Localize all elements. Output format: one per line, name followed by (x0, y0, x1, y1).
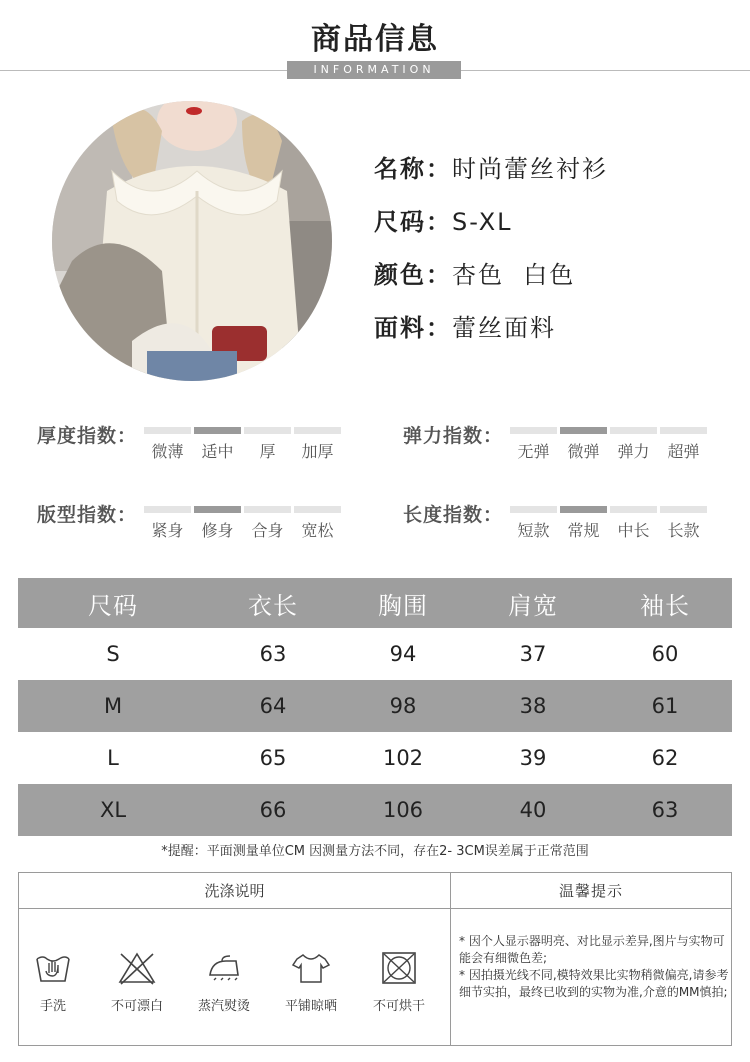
index-option-label: 加厚 (301, 442, 334, 461)
index-option (510, 427, 557, 462)
steam-iron-icon (204, 951, 244, 985)
index-option-label: 厚 (259, 442, 276, 461)
table-header-cell: 胸围 (338, 578, 468, 628)
info-name-row (374, 150, 608, 203)
index-bar (510, 506, 557, 513)
index-bar (560, 427, 607, 434)
care-item-no-bleach (97, 951, 177, 1014)
table-cell: 37 (519, 642, 547, 666)
index-option-label: 合身 (251, 521, 284, 540)
index-bar (560, 506, 607, 513)
index-bar (244, 506, 291, 513)
table-cell: 38 (468, 680, 598, 732)
index-option-label: 中长 (617, 521, 650, 540)
index-option (560, 506, 607, 541)
index-option-label: 常规 (567, 521, 600, 540)
index-bar (294, 427, 341, 434)
index-bar (194, 427, 241, 434)
index-option-label: 适中 (201, 442, 234, 461)
measurement-note: *提醒：平面测量单位CM 因测量方法不同，存在2- 3CM误差属于正常范围 (161, 844, 589, 859)
index-bar (660, 506, 707, 513)
index-bar (610, 427, 657, 434)
info-color-row (374, 256, 608, 309)
table-cell: 40 (468, 784, 598, 836)
care-item-flat-dry (271, 951, 351, 1014)
table-cell: 64 (208, 680, 338, 732)
index-option (244, 427, 291, 462)
info-size-row (374, 203, 608, 256)
care-item-steam-iron (184, 951, 264, 1014)
index-option-label: 弹力 (617, 442, 650, 461)
index-label: 弹力指数： (403, 425, 504, 447)
index-bar (294, 506, 341, 513)
hand-wash-icon (33, 951, 73, 985)
index-option (560, 427, 607, 462)
index-option-label: 无弹 (517, 442, 550, 461)
index-option-label: 紧身 (151, 521, 184, 540)
tips-heading: 温馨提示 (451, 873, 731, 909)
table-cell: 102 (382, 746, 424, 770)
table-cell: M (18, 680, 208, 732)
table-cell: 62 (651, 746, 679, 770)
care-panel (18, 872, 732, 1046)
table-header-cell: 袖长 (598, 578, 732, 628)
tips-list (459, 933, 729, 1001)
index-option-label: 微薄 (151, 442, 184, 461)
info-label: 面料： (374, 314, 452, 342)
care-item-hand-wash (13, 951, 93, 1014)
index-option (610, 506, 657, 541)
index-option (244, 506, 291, 541)
care-divider (450, 909, 451, 1045)
info-label: 颜色： (374, 261, 452, 289)
care-label: 手洗 (39, 999, 66, 1014)
wash-instructions-heading: 洗涤说明 (19, 873, 451, 909)
table-header-cell: 肩宽 (468, 578, 598, 628)
table-row (18, 784, 732, 836)
flat-dry-icon (291, 951, 331, 985)
info-value: 时尚蕾丝衬衫 (452, 155, 608, 183)
table-row (18, 628, 732, 680)
section-title: 商品信息 (311, 22, 439, 57)
index-option (660, 506, 707, 541)
product-photo (52, 101, 332, 381)
no-bleach-icon (117, 951, 157, 985)
index-label: 版型指数： (37, 504, 138, 526)
info-fabric-row (374, 309, 608, 362)
table-cell: S (106, 642, 120, 666)
table-cell: L (107, 746, 119, 770)
index-option-label: 短款 (517, 521, 550, 540)
product-info (374, 150, 608, 362)
table-cell: XL (18, 784, 208, 836)
index-option (660, 427, 707, 462)
table-cell: 61 (598, 680, 732, 732)
table-cell: 63 (259, 642, 287, 666)
table-row (18, 732, 732, 784)
index-option (294, 427, 341, 462)
no-tumble-dry-icon (379, 951, 419, 985)
table-header-cell: 尺码 (18, 578, 208, 628)
table-header-row (18, 578, 732, 628)
index-bar (510, 427, 557, 434)
info-value: 杏色 白色 (452, 261, 576, 289)
info-value: 蕾丝面料 (452, 314, 556, 342)
index-option-label: 微弹 (567, 442, 600, 461)
index-bar (244, 427, 291, 434)
index-bar (144, 506, 191, 513)
index-option (144, 427, 191, 462)
care-label: 平铺晾晒 (284, 999, 337, 1014)
index-option (610, 427, 657, 462)
index-option-label: 修身 (201, 521, 234, 540)
index-bar (194, 506, 241, 513)
table-cell: 66 (208, 784, 338, 836)
table-cell: 98 (338, 680, 468, 732)
index-option (294, 506, 341, 541)
table-cell: 63 (598, 784, 732, 836)
table-row (18, 680, 732, 732)
info-value: S-XL (452, 208, 513, 236)
care-item-no-tumble-dry (359, 951, 439, 1014)
table-cell: 94 (389, 642, 417, 666)
care-label: 蒸汽熨烫 (197, 999, 250, 1014)
info-label: 名称： (374, 155, 452, 183)
table-header-cell: 衣长 (208, 578, 338, 628)
table-cell: 106 (338, 784, 468, 836)
index-bar (660, 427, 707, 434)
care-label: 不可烘干 (372, 999, 425, 1014)
index-bar (144, 427, 191, 434)
index-option (510, 506, 557, 541)
care-label: 不可漂白 (110, 999, 163, 1014)
table-cell: 65 (259, 746, 287, 770)
tip-item: * 因拍摄光线不同,模特效果比实物稍微偏亮,请参考细节实拍，最终已收到的实物为准,介意的MM慎拍; (459, 968, 729, 999)
tip-item: * 因个人显示器明亮、对比显示差异,图片与实物可能会有细微色差; (459, 934, 725, 965)
index-option (144, 506, 191, 541)
size-table (18, 578, 732, 836)
section-subtitle: INFORMATION (287, 61, 461, 79)
index-option-label: 超弹 (667, 442, 700, 461)
index-label: 厚度指数： (37, 425, 138, 447)
table-cell: 60 (651, 642, 679, 666)
index-bar (610, 506, 657, 513)
index-option-label: 长款 (667, 521, 700, 540)
index-label: 长度指数： (403, 504, 504, 526)
table-cell: 39 (519, 746, 547, 770)
index-option-label: 宽松 (301, 521, 334, 540)
index-option (194, 506, 241, 541)
index-option (194, 427, 241, 462)
info-label: 尺码： (374, 208, 452, 236)
